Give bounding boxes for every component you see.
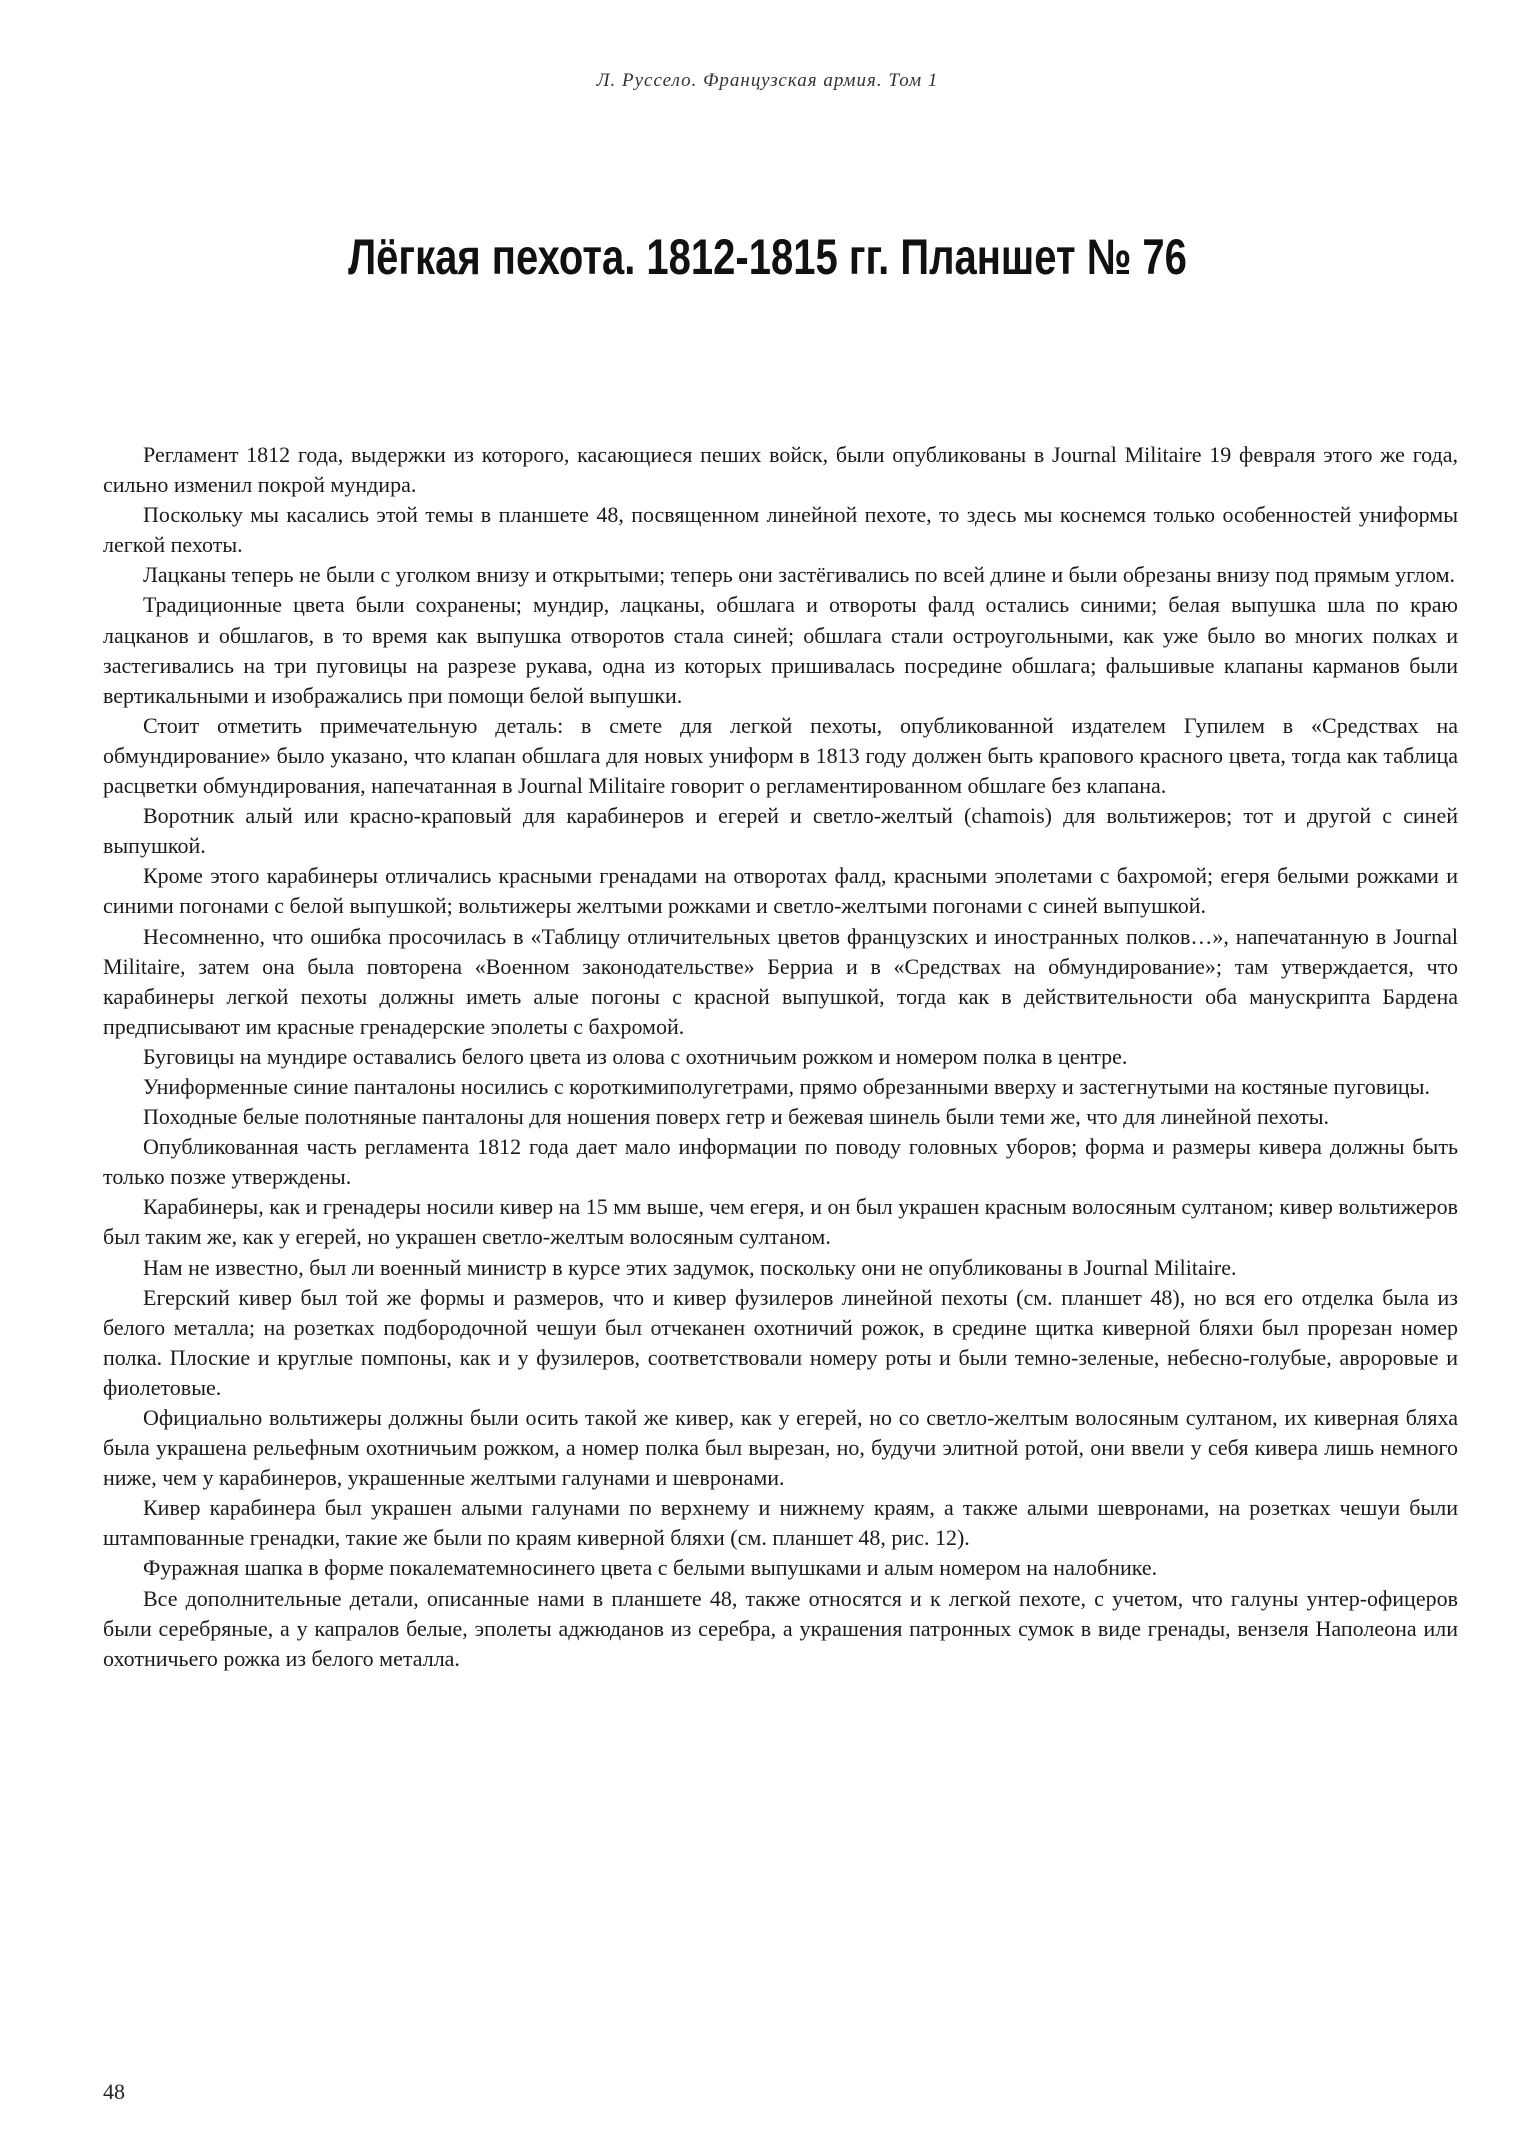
paragraph: Карабинеры, как и гренадеры носили кивер на 15 мм выше, чем егеря, и он был украшен красным волосяным султаном; кивер вольтижеров был таким же, как у егерей, но украшен светло-желтым волосяным султаном. [103,1194,1458,1250]
paragraph: Воротник алый или красно-краповый для карабинеров и егерей и светло-желтый (chamois) для вольтижеров; тот и другой с синей выпушкой. [103,803,1458,859]
page-number: 48 [103,2079,125,2104]
paragraph: Егерский кивер был той же формы и размеров, что и кивер фузилеров линейной пехоты (см. планшет 48), но вся его отделка была из белого металла; на розетках подбородочной чешуи был отчеканен охотничий рожок, в средине щитка киверной бляхи был прорезан номер полка. Плоские и круглые помпоны, как и у фузилеров, соответствовали номеру роты и были темно-зеленые, небесно-голубые, авроровые и фиолетовые. [103,1284,1458,1400]
paragraph: Официально вольтижеры должны были осить такой же кивер, как у егерей, но со светло-желтым волосяным султаном, их киверная бляха была украшена рельефным охотничьим рожком, а номер полка был вырезан, но, будучи элитной ротой, они ввели у себя кивера лишь немного ниже, чем у карабинеров, украшенные желтыми галунами и шевронами. [103,1405,1458,1491]
article-body [103,440,1458,1674]
paragraph: Походные белые полотняные панталоны для ношения поверх гетр и бежевая шинель были теми же, что для линейной пехоты. [143,1104,1330,1130]
paragraph: Стоит отметить примечательную деталь: в смете для легкой пехоты, опубликованной издателем Гупилем в «Средствах на обмундирование» было указано, что клапан обшлага для новых униформ в 1813 году должен быть крапового красного цвета, тогда как таблица расцветки обмундирования, напечатанная в Journal Militaire говорит о регламентированном обшлаге без клапана. [103,712,1458,799]
paragraph: Буговицы на мундире оставались белого цвета из олова с охотничьим рожком и номером полка в центре. [143,1043,1128,1069]
running-header: Л. Руссело. Французская армия. Том 1 [596,70,939,91]
paragraph: Регламент 1812 года, выдержки из которого, касающиеся пеших войск, были опубликованы в Journal Militaire 19 февраля этого же года, сильно изменил покрой мундира. [103,442,1458,498]
paragraph: Опубликованная часть регламента 1812 года дает мало информации по поводу головных уборов; форма и размеры кивера должны быть только позже утверждены. [103,1134,1458,1190]
paragraph: Традиционные цвета были сохранены; мундир, лацканы, обшлага и отвороты фалд остались синими; белая выпушка шла по краю лацканов и обшлагов, в то время как выпушка отворотов стала синей; обшлага стали остроугольными, как уже было во многих полках и застегивались на три пуговицы на разрезе рукава, одна из которых пришивалась посредине обшлага; фальшивые клапаны карманов были вертикальными и изображались при помощи белой выпушки. [103,592,1458,708]
page-title: Лёгкая пехота. 1812-1815 гг. Планшет № 76 [348,229,1187,285]
paragraph: Кроме этого карабинеры отличались красными гренадами на отворотах фалд, красными эполетами с бахромой; егеря белыми рожками и синими погонами с белой выпушкой; вольтижеры желтыми рожками и светло-желтыми погонами с синей выпушкой. [103,863,1458,919]
paragraph: Поскольку мы касались этой темы в планшете 48, посвященном линейной пехоте, то здесь мы коснемся только особенностей униформы легкой пехоты. [103,502,1458,558]
paragraph: Все дополнительные детали, описанные нами в планшете 48, также относятся и к легкой пехоте, с учетом, что галуны унтер-офицеров были серебряные, а у капралов белые, эполеты аджюданов из серебра, а украшения патронных сумок в виде гренады, вензеля Наполеона или охотничьего рожка из белого металла. [103,1585,1458,1671]
paragraph: Лацканы теперь не были с уголком внизу и открытыми; теперь они застёгивались по всей длине и были обрезаны внизу под прямым углом. [143,562,1456,588]
paragraph: Фуражная шапка в форме покалематемносинего цвета с белыми выпушками и алым номером на налобнике. [143,1555,1158,1581]
paragraph: Несомненно, что ошибка просочилась в «Таблицу отличительных цветов французских и иностранных полков…», напечатанную в Journal Militaire, затем она была повторена «Военном законодательстве» Берриа и в «Средствах на обмундирование»; там утверждается, что карабинеры легкой пехоты должны иметь алые погоны с красной выпушкой, тогда как в действительности оба манускрипта Бардена предписывают им красные гренадерские эполеты с бахромой. [103,923,1458,1039]
paragraph: Кивер карабинера был украшен алыми галунами по верхнему и нижнему краям, а также алыми шевронами, на розетках чешуи были штампованные гренадки, такие же были по краям киверной бляхи (см. планшет 48, рис. 12). [103,1495,1458,1551]
paragraph: Нам не известно, был ли военный министр в курсе этих задумок, поскольку они не опубликованы в Journal Militaire. [143,1254,1237,1280]
paragraph: Униформенные синие панталоны носились с короткимиполугетрами, прямо обрезанными вверху и застегнутыми на костяные пуговицы. [143,1073,1430,1099]
